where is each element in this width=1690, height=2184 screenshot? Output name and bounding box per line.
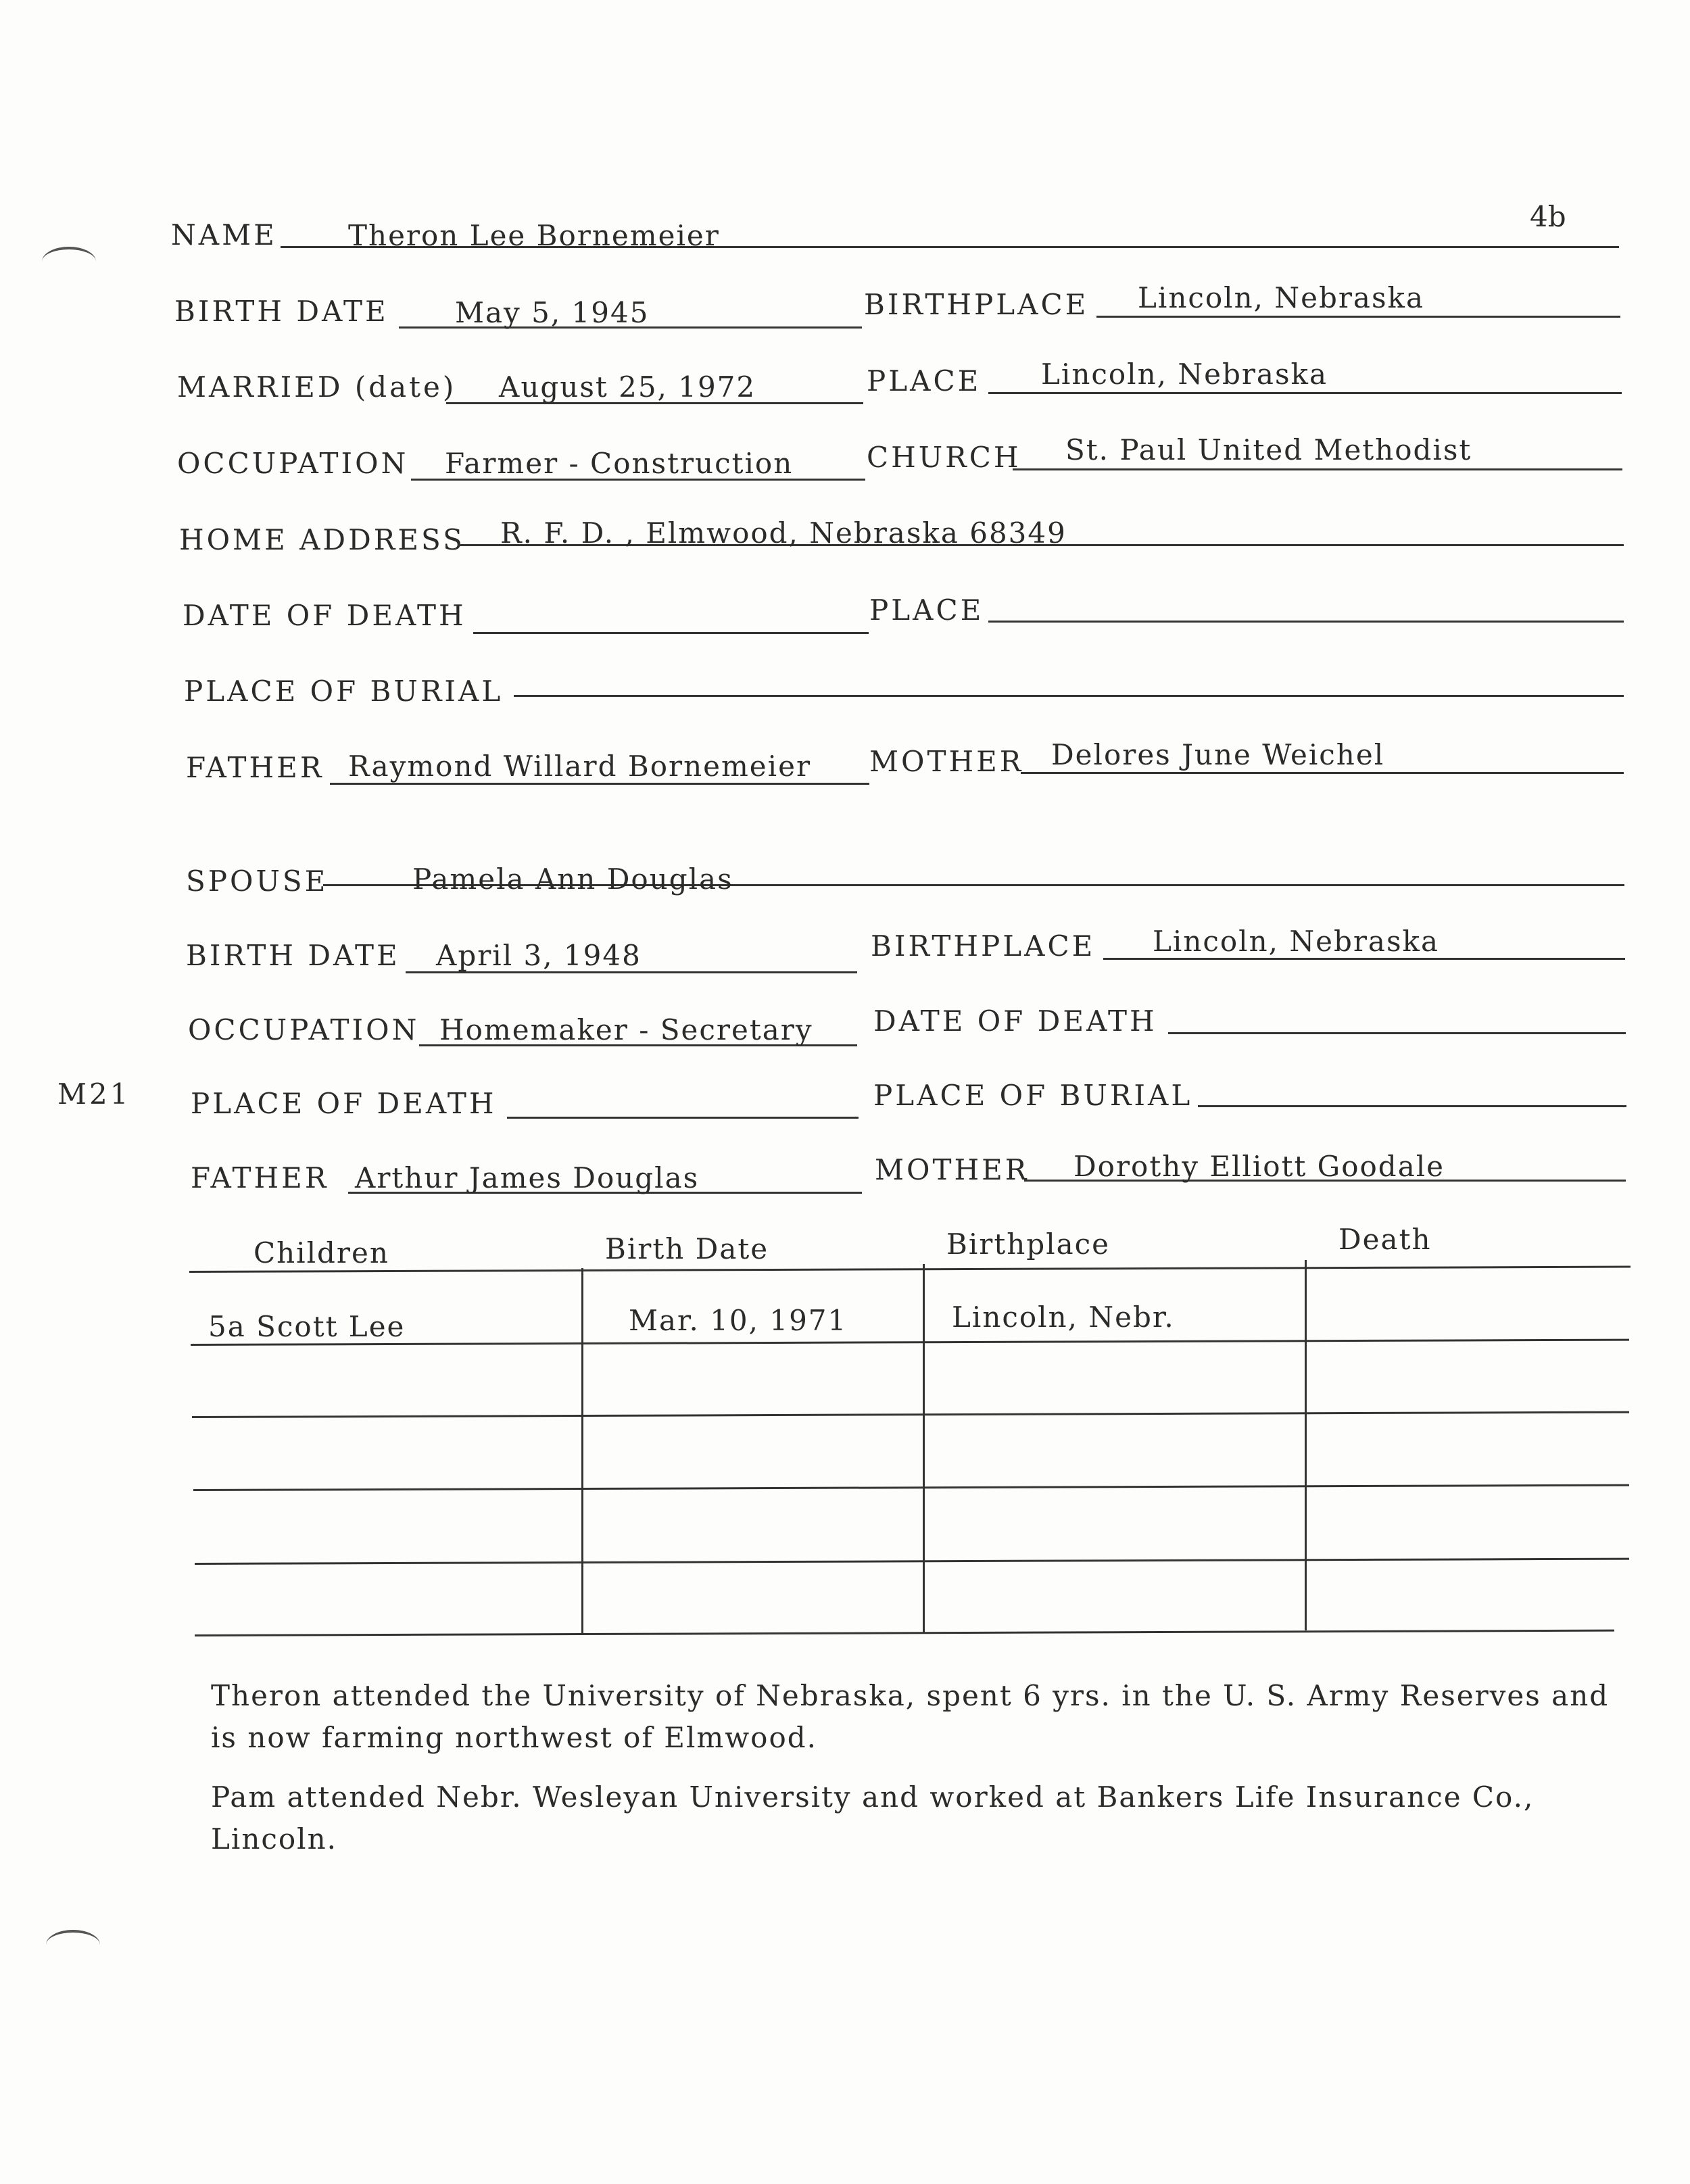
spouse-father-value: Arthur James Douglas — [355, 1161, 700, 1194]
occupation-value: Farmer - Construction — [445, 447, 794, 480]
spouse-occupation-label: OCCUPATION — [188, 1013, 420, 1046]
binder-hole-bottom — [46, 1930, 100, 1960]
date-of-death-line — [473, 632, 869, 634]
married-place-value: Lincoln, Nebraska — [1041, 358, 1328, 391]
note-paragraph: Pam attended Nebr. Wesleyan University and worked at Bankers Life Insurance Co., Lincoln. — [211, 1780, 1535, 1855]
father-value: Raymond Willard Bornemeier — [348, 750, 812, 783]
spouse-place-of-burial-label: PLACE OF BURIAL — [873, 1079, 1193, 1112]
father-label: FATHER — [186, 751, 324, 784]
spouse-birthplace-label: BIRTHPLACE — [871, 929, 1096, 963]
birthplace-col-header: Birthplace — [946, 1228, 1111, 1261]
death-place-label: PLACE — [869, 593, 984, 627]
table-header-rule — [189, 1266, 1631, 1273]
note-paragraph: Theron attended the University of Nebraska, spent 6 yrs. in the U. S. Army Reserves and is now farming northwest of Elmwood. — [211, 1679, 1610, 1754]
married-place-label: PLACE — [867, 364, 982, 397]
spouse-father-label: FATHER — [191, 1161, 329, 1194]
table-col-divider — [1305, 1260, 1307, 1630]
birthplace-line — [1096, 316, 1620, 318]
spouse-mother-value: Dorothy Elliott Goodale — [1073, 1150, 1445, 1183]
spouse-place-of-death-line — [507, 1117, 859, 1119]
place-of-burial-label: PLACE OF BURIAL — [184, 675, 504, 708]
mother-line — [1021, 772, 1624, 774]
home-address-value: R. F. D. , Elmwood, Nebraska 68349 — [500, 516, 1067, 550]
birth-date-col-header: Birth Date — [605, 1232, 769, 1265]
spouse-place-of-burial-line — [1198, 1105, 1626, 1107]
birth-date-label: BIRTH DATE — [174, 295, 389, 328]
spouse-mother-label: MOTHER — [875, 1153, 1030, 1186]
father-line — [330, 783, 869, 785]
place-of-burial-line — [514, 695, 1624, 697]
birthplace-label: BIRTHPLACE — [864, 288, 1089, 321]
page-number: 4b — [1530, 200, 1566, 233]
spouse-date-of-death-label: DATE OF DEATH — [873, 1004, 1157, 1038]
spouse-name-value: Pamela Ann Douglas — [412, 863, 733, 896]
notes-pam — [211, 1776, 1644, 1860]
married-place-line — [988, 392, 1622, 394]
death-col-header: Death — [1338, 1223, 1432, 1256]
married-date-value: August 25, 1972 — [499, 370, 756, 404]
table-row-rule — [195, 1558, 1629, 1565]
table-row-rule — [192, 1411, 1629, 1418]
table-row-rule — [191, 1339, 1629, 1346]
table-row-rule — [193, 1484, 1629, 1491]
date-of-death-label: DATE OF DEATH — [183, 599, 466, 632]
side-code: M21 — [57, 1077, 131, 1111]
name-label: NAME — [171, 218, 277, 251]
table-col-divider — [923, 1264, 925, 1632]
home-address-label: HOME ADDRESS — [179, 523, 465, 556]
spouse-date-of-death-line — [1168, 1032, 1626, 1034]
binder-hole-top — [42, 247, 96, 276]
notes-theron — [211, 1675, 1644, 1759]
spouse-birthplace-line — [1103, 958, 1625, 960]
married-label: MARRIED (date) — [177, 370, 457, 404]
church-line — [1013, 468, 1622, 470]
table-col-divider — [581, 1268, 583, 1633]
children-col-header: Children — [254, 1236, 389, 1269]
spouse-birth-date-value: April 3, 1948 — [436, 939, 642, 972]
child-birthplace-cell: Lincoln, Nebr. — [952, 1301, 1175, 1334]
spouse-birthplace-value: Lincoln, Nebraska — [1153, 925, 1440, 958]
spouse-occupation-value: Homemaker - Secretary — [439, 1013, 813, 1046]
table-bottom-rule — [195, 1630, 1614, 1636]
name-value: Theron Lee Bornemeier — [348, 219, 720, 252]
spouse-place-of-death-label: PLACE OF DEATH — [191, 1087, 497, 1120]
death-place-line — [988, 621, 1624, 623]
mother-value: Delores June Weichel — [1051, 738, 1385, 771]
child-birth-date-cell: Mar. 10, 1971 — [629, 1304, 848, 1337]
church-label: CHURCH — [867, 441, 1021, 474]
church-value: St. Paul United Methodist — [1065, 433, 1472, 466]
child-name-cell: 5a Scott Lee — [208, 1310, 406, 1343]
spouse-label: SPOUSE — [186, 865, 329, 898]
birthplace-value: Lincoln, Nebraska — [1138, 281, 1425, 314]
occupation-label: OCCUPATION — [177, 447, 409, 480]
mother-label: MOTHER — [869, 745, 1024, 778]
spouse-birth-date-label: BIRTH DATE — [186, 939, 400, 972]
birth-date-value: May 5, 1945 — [455, 296, 650, 329]
